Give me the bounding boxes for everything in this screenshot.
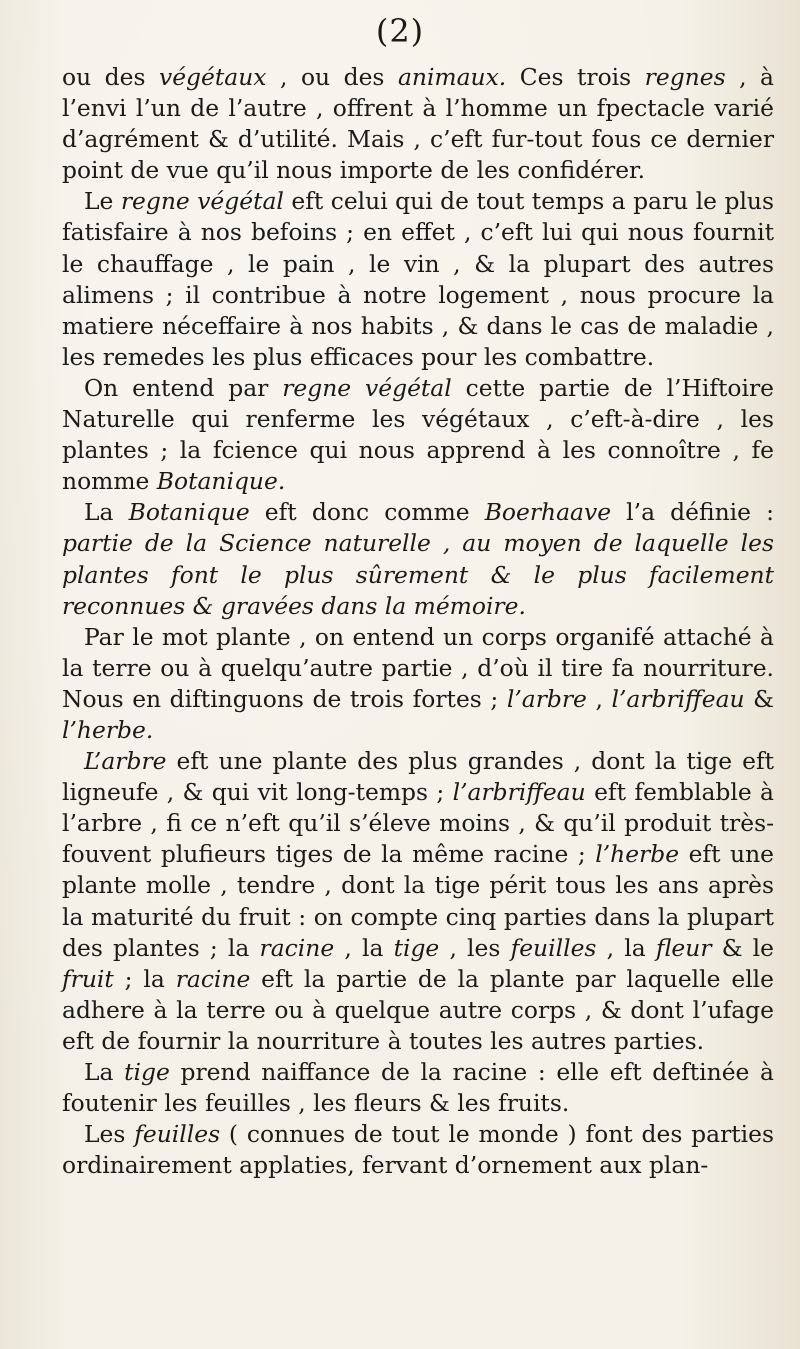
italic-text: regnes: [644, 63, 726, 91]
text-run: ou des: [62, 63, 159, 91]
text-run: Le: [84, 187, 121, 216]
text-run: Par le mot plante , on entend un corps organifé attaché à la terre ou à quelqu’autre partie , d’où il tire fa nourriture. Nous en diftinguons de trois fortes ;: [62, 622, 774, 713]
text-run: eft donc comme: [249, 498, 485, 527]
italic-text: L’arbre: [84, 747, 167, 776]
text-run: ; la: [113, 964, 176, 993]
text-run: eft une plante molle , tendre , dont la tige périt tous les ans après la maturité du fruit : on compte cinq parties dans la plupart des plantes ; la: [62, 840, 774, 962]
italic-text: regne végétal: [282, 373, 452, 402]
text-run: & le: [711, 933, 775, 962]
text-run: Les: [84, 1120, 135, 1149]
text-run: eft femblable à l’arbre , fi ce n’eft qu’il s’éleve moins , & qu’il produit très-fouvent plufieurs tiges de la même racine ;: [62, 778, 775, 869]
italic-text: fleur: [655, 933, 712, 962]
text-run: , à l’envi l’un de l’autre , offrent à l’homme un fpectacle varié d’agrément & d’utilité. Mais , c’eft fur-tout fous ce dernier point de vue qu’il nous importe de les confidérer.: [62, 63, 774, 185]
italic-text: racine: [259, 933, 335, 962]
text-run: prend naiffance de la racine : elle eft deftinée à foutenir les feuilles , les fleurs & les fruits.: [62, 1058, 774, 1118]
text-run: La: [84, 498, 129, 527]
page-number: (2): [375, 12, 425, 50]
italic-text: Botanique.: [156, 467, 286, 496]
italic-text: végétaux: [159, 63, 267, 91]
italic-text: Boerhaave: [484, 498, 612, 527]
italic-text: feuilles: [510, 933, 597, 962]
text-run: eft une plante des plus grandes , dont la tige eft ligneufe , & qui vit long-temps ;: [62, 747, 774, 807]
italic-text: l’arbriffeau: [452, 778, 586, 807]
text-run: cette partie de l’Hiftoire Naturelle qui renferme les végétaux , c’eft-à-dire , les plantes ; la fcience qui nous apprend à les connoître , fe nomme: [62, 373, 775, 496]
italic-text: animaux.: [397, 63, 507, 91]
text-run: Ces trois: [506, 63, 645, 91]
text-run: , ou des: [266, 63, 398, 91]
italic-text: l’herbe: [595, 840, 680, 869]
paragraph: [62, 373, 774, 497]
text-run: l’a définie :: [611, 498, 775, 527]
italic-text: l’arbriffeau: [611, 684, 745, 713]
italic-text: l’arbre: [506, 684, 587, 713]
paragraph: [62, 497, 774, 621]
text-run: On entend par: [84, 373, 283, 402]
paragraph: [62, 622, 774, 746]
text-run: , les: [439, 933, 511, 962]
text-run: La: [84, 1058, 125, 1086]
text-run: eft celui qui de tout temps a paru le plus fatisfaire à nos befoins ; en effet , c’eft lui qui nous fournit le chauffage , le pain , le vin , & la plupart des autres alimens ; il contribue à notre logement , nous procure la matiere néceffaire à nos habits , & dans le cas de maladie , les remedes les plus efficaces pour les combattre.: [62, 187, 774, 371]
italic-text: racine: [175, 964, 251, 993]
italic-text: Botanique: [128, 498, 250, 527]
text-run: , la: [334, 933, 394, 962]
text-run: , la: [596, 933, 656, 962]
paragraph: [62, 1057, 774, 1119]
italic-text: fruit: [62, 964, 114, 993]
paragraph: [62, 746, 774, 1057]
text-run: eft la partie de la plante par laquelle elle adhere à la terre ou à quelque autre corps , & dont l’ufage eft de fournir la nourriture à toutes les autres parties.: [62, 964, 774, 1055]
text-run: &: [744, 684, 774, 713]
paragraph: [62, 1119, 774, 1181]
paragraph: [62, 186, 774, 373]
italic-text: partie de la Science naturelle , au moyen de laquelle les plantes font le plus sûrement & le plus facilement reconnues & gravées dans la mémoire.: [62, 529, 774, 620]
italic-text: tige: [124, 1058, 170, 1086]
text-run: ,: [586, 684, 612, 713]
italic-text: regne végétal: [120, 187, 284, 216]
italic-text: feuilles: [134, 1120, 221, 1149]
text-run: ( connues de tout le monde ) font des parties ordinairement applaties, fervant d’ornement aux plan-: [62, 1120, 774, 1180]
paragraph: [62, 62, 774, 186]
italic-text: l’herbe.: [62, 715, 154, 744]
page-text: [62, 62, 774, 1181]
italic-text: tige: [393, 933, 440, 962]
